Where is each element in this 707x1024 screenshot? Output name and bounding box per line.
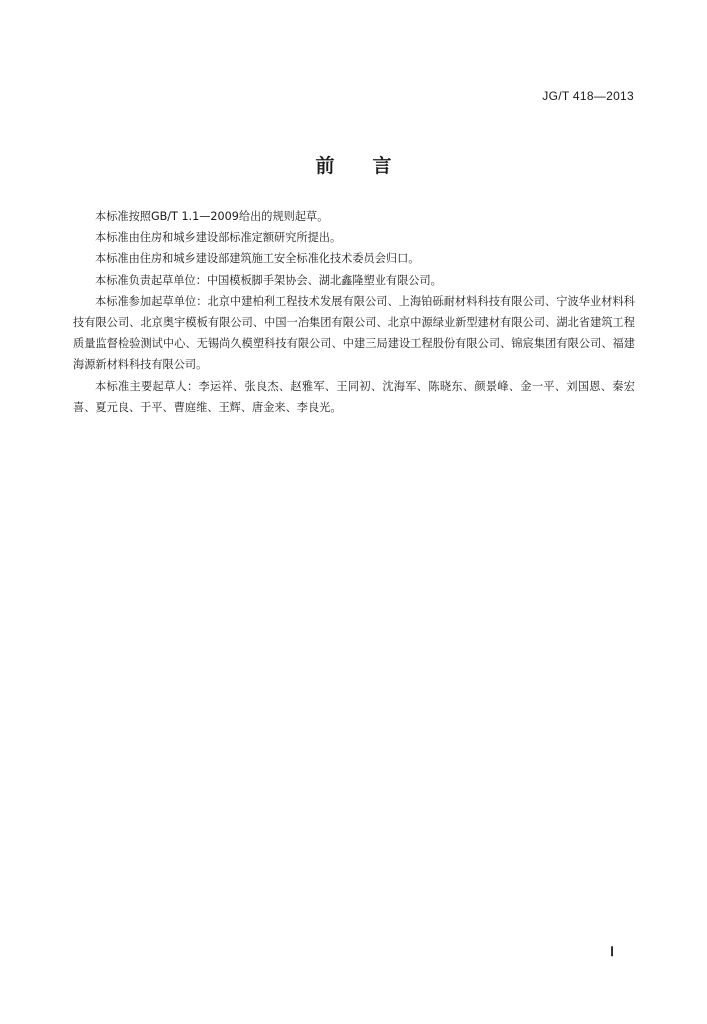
page-title: 前言 (315, 155, 430, 177)
paragraph-lead-drafters: 本标准负责起草单位：中国模板脚手架协会、湖北鑫隆塑业有限公司。 (95, 273, 442, 287)
body-text (73, 206, 635, 418)
standard-code: JG/T 418—2013 (542, 89, 634, 103)
paragraph-administrator: 本标准由住房和城乡建设部建筑施工安全标准化技术委员会归口。 (95, 252, 420, 266)
page-number: Ⅰ (610, 944, 614, 959)
paragraph-participating-drafters: 本标准参加起草单位：北京中建柏利工程技术发展有限公司、上海铂砾耐材料科技有限公司、宁波华业材料科技有限公司、北京奥宇模板有限公司、中国一冶集团有限公司、北京中源绿业新型建材有限公司、湖北省建筑工程质量监督检验测试中心、无锡尚久模塑科技有限公司、中建三局建设工程股份有限公司、锦宸集团有限公司、福建海源新材料科技有限公司。 (73, 294, 635, 372)
paragraph-main-drafters: 本标准主要起草人：李运祥、张良杰、赵雅军、王同初、沈海军、陈晓东、颜景峰、金一平、刘国恩、秦宏喜、夏元良、于平、曹庭维、王辉、唐金来、李良光。 (73, 379, 635, 414)
paragraph-proposer: 本标准由住房和城乡建设部标准定额研究所提出。 (95, 231, 342, 245)
paragraph-drafting-rules: 本标准按照GB/T 1.1—2009给出的规则起草。 (95, 210, 329, 223)
